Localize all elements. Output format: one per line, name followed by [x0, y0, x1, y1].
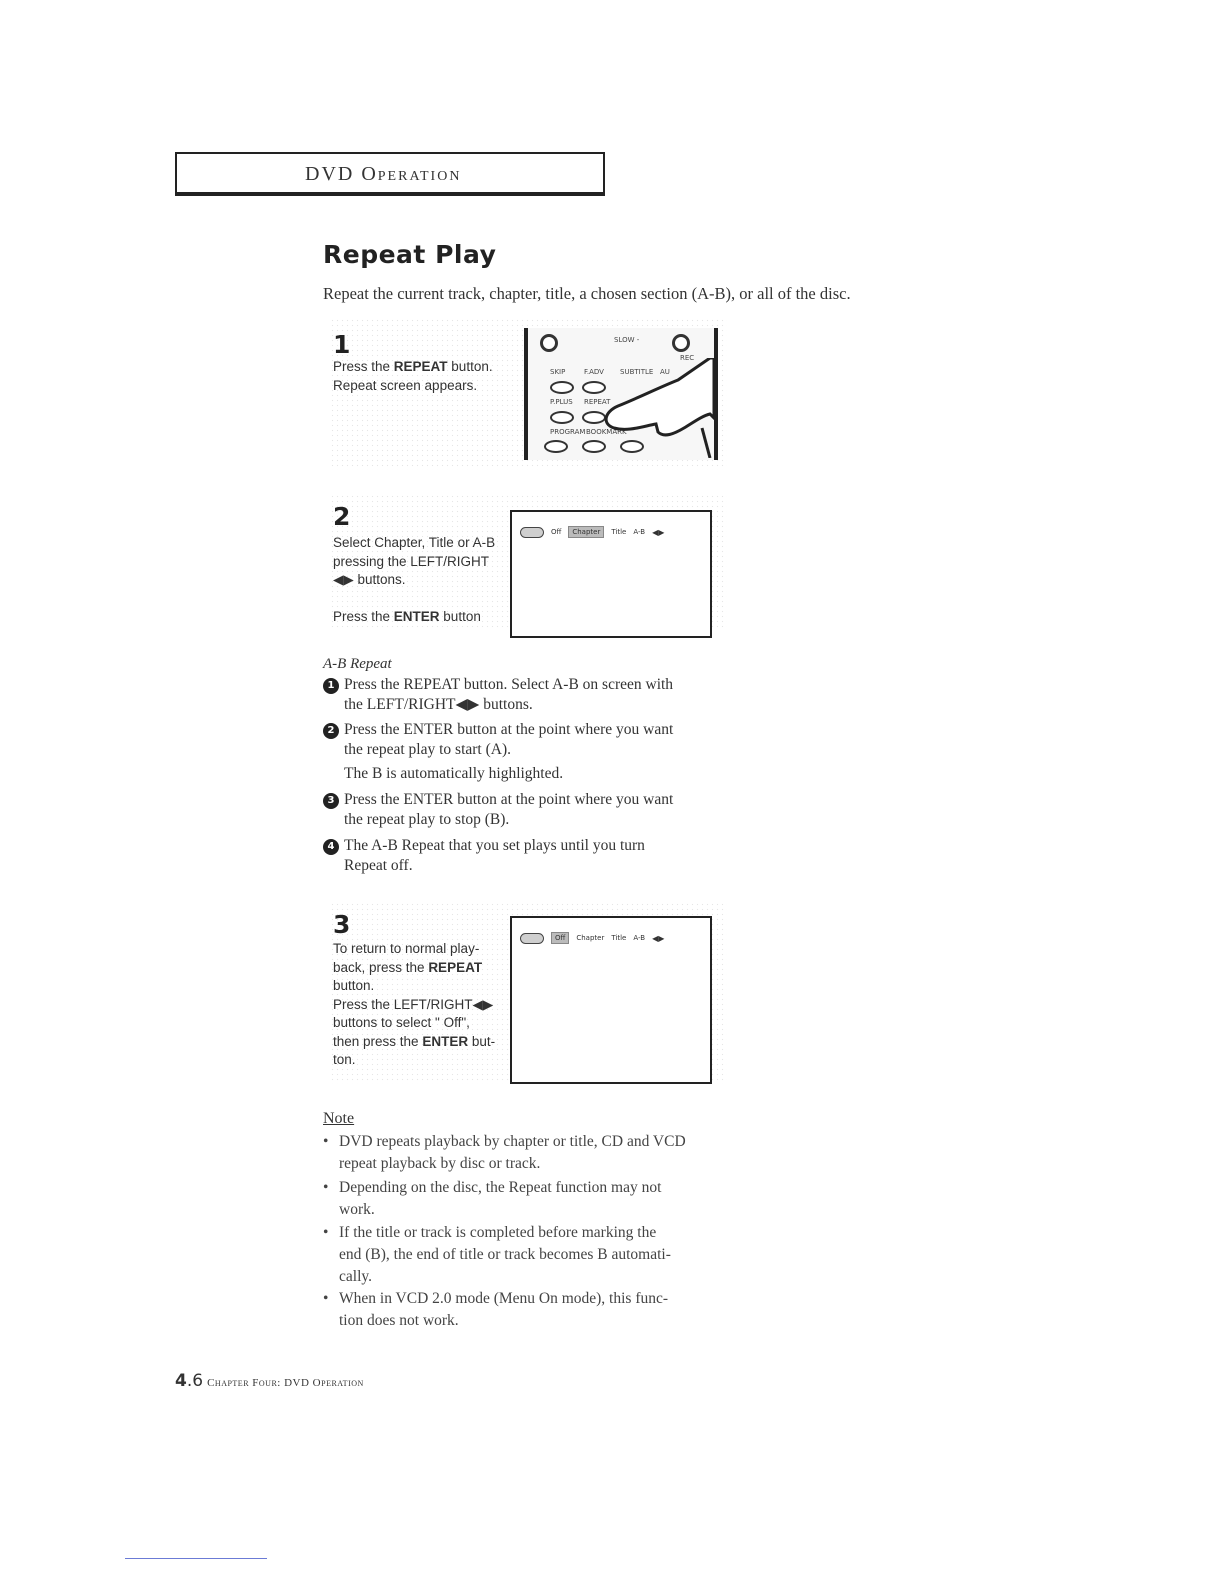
step-marker-1: 1: [323, 678, 339, 694]
ab-repeat-step-1: 1 Press the REPEAT button. Select A-B on screen with the LEFT/RIGHT◀▶ buttons.: [323, 675, 743, 715]
step-3-number: 3: [333, 910, 351, 939]
remote-rec-label: REC: [680, 354, 695, 362]
osd-ab-option: A-B: [633, 528, 646, 536]
step-3-osd-screen: [510, 916, 712, 1084]
page-footer: [175, 1371, 364, 1391]
bullet-icon: •: [323, 1133, 329, 1150]
bullet-icon: •: [323, 1179, 329, 1196]
bullet-icon: •: [323, 1224, 329, 1241]
step-3-panel: [330, 902, 727, 1084]
remote-subtitle-label: SUBTITLE: [620, 368, 654, 376]
step-marker-2: 2: [323, 723, 339, 739]
remote-fadv-label: F.ADV: [584, 368, 604, 376]
step-1-text: Press the REPEAT button. Repeat screen appears.: [333, 359, 493, 393]
ab-repeat-step-3: 3 Press the ENTER button at the point where you want the repeat play to stop (B).: [323, 790, 743, 830]
osd-title-option: Title: [611, 934, 627, 942]
step-2-number: 2: [333, 502, 351, 531]
section-intro: Repeat the current track, chapter, title, a chosen section (A-B), or all of the disc.: [323, 284, 851, 303]
remote-skip-label: SKIP: [550, 368, 566, 376]
step-1-number: 1: [333, 330, 351, 359]
osd-ab-option: A-B: [633, 934, 646, 942]
pointing-hand-icon: [598, 358, 714, 458]
step-2-text: Select Chapter, Title or A-B pressing the LEFT/RIGHT ◀▶ buttons. Press the ENTER button: [333, 535, 496, 624]
page-number-minor: .6: [186, 1371, 204, 1391]
osd-chapter-option: Chapter: [576, 934, 605, 942]
remote-bookmark-label: BOOKMARK: [586, 428, 627, 436]
note-item-2: • Depending on the disc, the Repeat function may not work.: [323, 1179, 662, 1218]
osd-off-option: Off: [551, 932, 569, 944]
step-3-text: To return to normal play- back, press the REPEAT button. Press the LEFT/RIGHT◀▶ buttons to select " Off", then press the ENTER but- ton.: [333, 941, 496, 1067]
left-right-arrows-icon: ◀▶: [652, 933, 665, 943]
remote-repeat-label: REPEAT: [584, 398, 611, 406]
page-number-major: 4: [175, 1371, 187, 1391]
note-item-1: • DVD repeats playback by chapter or title, CD and VCD repeat playback by disc or track.: [323, 1133, 686, 1172]
osd-off-option: Off: [551, 528, 562, 536]
remote-slow-label: SLOW -: [614, 336, 640, 344]
repeat-osd-bar: [520, 932, 664, 944]
ab-repeat-step-4: 4 The A-B Repeat that you set plays until you turn Repeat off.: [323, 836, 743, 876]
remote-angle-button: [550, 411, 574, 424]
remote-bottom-button-1: [544, 440, 568, 453]
left-right-arrows-icon: ◀▶: [652, 527, 665, 537]
repeat-osd-bar: [520, 526, 664, 538]
remote-audio-label: AU: [660, 368, 670, 376]
osd-chapter-option: Chapter: [568, 526, 604, 538]
remote-pplus-label: P.PLUS: [550, 398, 573, 406]
step-marker-4: 4: [323, 839, 339, 855]
ab-repeat-step-2: 2 Press the ENTER button at the point where you want the repeat play to start (A).: [323, 720, 743, 760]
note-item-4: • When in VCD 2.0 mode (Menu On mode), this func- tion does not work.: [323, 1290, 669, 1329]
section-title: Repeat Play: [323, 240, 497, 269]
chapter-header-title: DVD Operation: [305, 163, 462, 185]
step-1-panel: [330, 318, 727, 470]
remote-record-button: [672, 334, 690, 352]
chapter-header: [175, 152, 605, 196]
step-marker-3: 3: [323, 793, 339, 809]
remote-program-label: PROGRAM: [550, 428, 586, 436]
note-title: Note: [323, 1110, 355, 1127]
repeat-icon: [520, 527, 544, 538]
remote-control-illustration: [524, 328, 718, 460]
ab-repeat-title: A-B Repeat: [323, 656, 392, 672]
note-item-3: • If the title or track is completed before marking the end (B), the end of title or track becomes B automati- cally.: [323, 1224, 671, 1285]
remote-zoom-button: [550, 381, 574, 394]
ab-repeat-extra-note: The B is automatically highlighted.: [344, 765, 564, 782]
bottom-rule: [125, 1558, 267, 1559]
footer-chapter-label: Chapter Four: DVD Operation: [207, 1377, 364, 1389]
step-2-panel: [330, 494, 727, 628]
remote-round-button-left: [540, 334, 558, 352]
osd-title-option: Title: [611, 528, 627, 536]
step-2-osd-screen: [510, 510, 712, 638]
repeat-icon: [520, 933, 544, 944]
bullet-icon: •: [323, 1290, 329, 1307]
